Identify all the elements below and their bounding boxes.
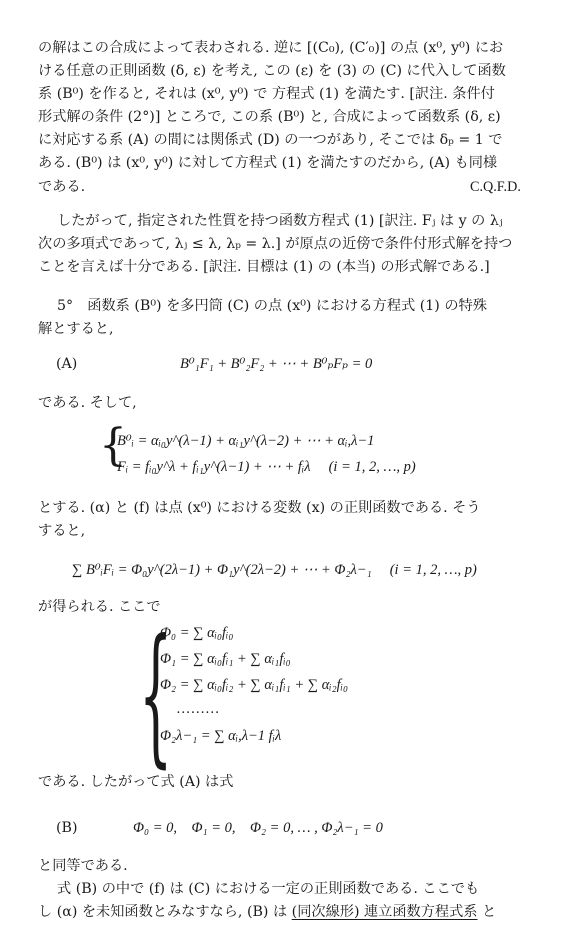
equation-label-a: (A) (56, 356, 78, 372)
paragraph-line: 式 (B) の中で (f) は (C) における一定の正則函数である. ここでも (57, 881, 480, 897)
paragraph-line: 解とすると, (38, 321, 114, 337)
left-brace: { (139, 608, 173, 782)
phi1-eq: Φ₁ = ∑ αᵢ₀fᵢ₁ + ∑ αᵢ₁fᵢ₀ (160, 651, 291, 667)
paragraph-line: したがって, 指定された性質を持つ函数方程式 (1) [訳注. Fⱼ は y の λⱼ (57, 213, 503, 229)
paragraph-line: 次の多項式であって, λⱼ ≤ λ, λₚ = λ.] が原点の近傍で条件付形式解を持つ (38, 236, 513, 252)
paragraph-line: 形式解の条件 (2°)] ところで, この系 (B⁰) と, 合成によって函数系 (δ, ε) (38, 109, 501, 125)
system1-eq-f: Fᵢ = fᵢ₀y^λ + fᵢ₁y^(λ−1) + ⋯ + fᵢλ (i = 1, 2, …, p) (117, 459, 416, 475)
paragraph-line: ある. (B⁰) は (x⁰, y⁰) に対して方程式 (1) を満たすのだから, (A) も同様 (38, 155, 498, 171)
paragraph-line: とする. (α) と (f) は点 (x⁰) における変数 (x) の正則函数である. そう (38, 500, 481, 516)
underlined-term: (同次線形) 連立函数方程式系 (291, 904, 478, 920)
phi0-eq: Φ₀ = ∑ αᵢ₀fᵢ₀ (160, 625, 234, 641)
paragraph-line: が得られる. ここで (38, 599, 161, 615)
paragraph-text: と (482, 904, 497, 920)
paragraph-line (38, 902, 541, 922)
left-brace: { (99, 420, 127, 471)
phi2-eq: Φ₂ = ∑ αᵢ₀fᵢ₂ + ∑ αᵢ₁fᵢ₁ + ∑ αᵢ₂fᵢ₀ (160, 677, 348, 693)
paragraph-line: の解はこの合成によって表わされる. 逆に [(C₀), (C′₀)] の点 (x⁰, y⁰) にお (38, 40, 504, 56)
paragraph-line: である. (38, 179, 86, 195)
paragraph-line: ける任意の正則函数 (δ, ε) を考え, この (ε) を (3) の (C) に代入して函数 (38, 63, 506, 79)
paragraph-line: である. そして, (38, 395, 137, 411)
paragraph-line: 系 (B⁰) を作ると, それは (x⁰, y⁰) で 方程式 (1) を満たす. [訳注. 条件付 (38, 86, 495, 102)
paragraph-line: である. したがって式 (A) は式 (38, 774, 234, 790)
paragraph-line: ことを言えば十分である. [訳注. 目標は (1) の (本当) の形式解である.] (38, 259, 490, 275)
equation-b: Φ₀ = 0, Φ₁ = 0, Φ₂ = 0, … , Φ₂λ−₁ = 0 (133, 820, 383, 836)
equation-a: B⁰₁F₁ + B⁰₂F₂ + ⋯ + B⁰ₚFₚ = 0 (180, 356, 373, 372)
sum-equation: ∑ B⁰ᵢFᵢ = Φ₀y^(2λ−1) + Φ₁y^(2λ−2) + ⋯ + Φ₂λ−₁ (i = 1, 2, …, p) (72, 562, 477, 578)
qed-mark: C.Q.F.D. (470, 179, 521, 195)
phi-last-eq: Φ₂λ−₁ = ∑ αᵢ,λ−1 fᵢλ (160, 728, 282, 744)
ellipsis-row: ……… (176, 701, 220, 717)
equation-label-b: (B) (56, 820, 78, 836)
paragraph-line: と同等である. (38, 858, 128, 874)
paragraph-line: に対応する系 (A) の間には関係式 (D) の一つがあり, そこでは δₚ = 1 で (38, 132, 503, 148)
section-heading-line: 5° 函数系 (B⁰) を多円筒 (C) の点 (x⁰) における方程式 (1) の特殊 (57, 298, 487, 314)
paragraph-line: すると, (38, 523, 86, 539)
system1-eq-b: B⁰ᵢ = αᵢ₀y^(λ−1) + αᵢ₁y^(λ−2) + ⋯ + αᵢ,λ−1 (117, 433, 375, 449)
paragraph-text: し (α) を未知函数とみなすなら, (B) は (38, 904, 288, 920)
